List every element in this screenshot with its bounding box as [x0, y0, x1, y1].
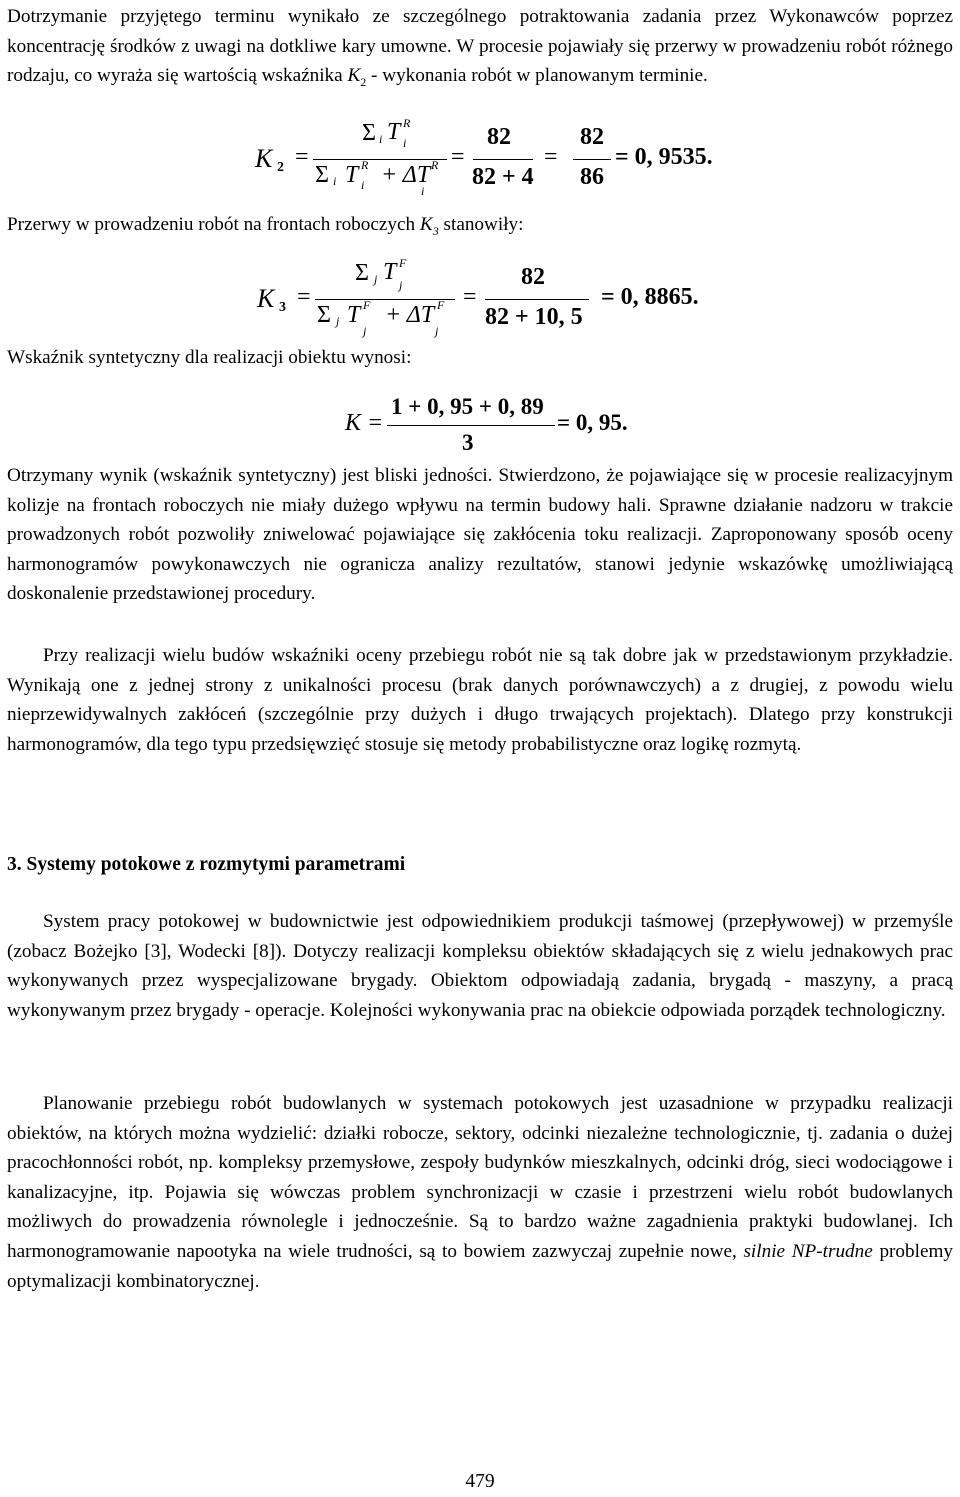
paragraph-2: [7, 210, 953, 246]
paragraph-6: [7, 907, 953, 1025]
eq1-den-sub: i: [361, 178, 365, 192]
eq1-num-index: i: [379, 132, 383, 146]
eq1-frac2-num: 82: [487, 124, 511, 150]
eq2-num-sup: F: [399, 256, 407, 270]
eq2-num-sigma: Σ: [355, 260, 369, 286]
eq1-den-sub2: i: [421, 184, 425, 198]
eq2-den-sub2: j: [435, 324, 439, 338]
eq1-equals-2: =: [451, 144, 465, 170]
eq1-equals-1: =: [295, 144, 309, 170]
section-heading: 3. Systemy potokowe z rozmytymi parametrami: [7, 854, 406, 875]
equation-k: [7, 392, 953, 462]
eq3-lhs: K =: [345, 410, 384, 436]
eq1-num-sub: i: [403, 136, 407, 150]
eq1-lhs-sub: 2: [277, 160, 284, 175]
eq1-frac3-num: 82: [580, 124, 604, 150]
paragraph-7-italic: silnie NP-trudne: [743, 1240, 873, 1262]
eq2-frac2-num: 82: [521, 264, 545, 290]
paragraph-1: [7, 2, 953, 98]
paragraph-3-text: Wskaźnik syntetyczny dla realizacji obiektu wynosi:: [7, 347, 412, 368]
paragraph-4: [7, 461, 953, 609]
k2-subscript: 2: [360, 75, 367, 90]
eq2-fraction-line-1: [315, 299, 455, 300]
eq1-fraction-line-3: [573, 159, 611, 160]
paragraph-6-text: System pracy potokowej w budownictwie jest odpowiednikiem produkcji taśmowej (przepływowej) w przemyśle (zobacz Bożejko [3], Wodecki [8]). Dotyczy realizacji kompleksu obiektów składających się z wielu jednakowych prac wykonywanych przez wyspecjalizowane brygady. Obiektom odpowiadają zadania, brygadą - maszyny, a pracą wykonywanym przez brygady - operacje. Kolejności wykonywania prac na obiekcie odpowiada porządek technologiczny.: [7, 911, 953, 1021]
paragraph-2-end: stanowiły:: [438, 214, 524, 235]
paragraph-7-end: problemy optymalizacji kombinatorycznej.: [7, 1240, 953, 1292]
equation-k3: [7, 256, 953, 346]
k2-variable: K: [347, 65, 361, 87]
eq3-num: 1 + 0, 95 + 0, 89: [391, 394, 544, 419]
eq1-den-sup2: R: [431, 158, 439, 172]
eq3-fraction-line: [387, 425, 555, 426]
paragraph-4-text: Otrzymany wynik (wskaźnik syntetyczny) jest bliski jedności. Stwierdzono, że pojawiające się w procesie realizacyjnym kolizje na frontach roboczych nie miały dużego wpływu na termin budowy hali. Sprawne działanie nadzoru w trakcie prowadzonych robót pozwoliły zniwelować pojawiające się zakłócenia toku realizacji. Zaproponowany sposób oceny harmonogramów powykonawczych nie ogranicza analizy rezultatów, stanowi jedynie wskazówkę umożliwiającą doskonalenie przedstawionej procedury.: [7, 465, 953, 605]
eq1-den-sigma: Σ: [315, 162, 329, 188]
eq2-den-sigma: Σ: [317, 302, 331, 328]
eq2-den-sup2: F: [437, 298, 445, 312]
eq2-num-index: j: [374, 272, 378, 286]
paragraph-5: [7, 641, 953, 759]
paragraph-3: [7, 343, 953, 373]
eq2-den-sub: j: [363, 324, 367, 338]
k3-variable: K: [419, 214, 433, 235]
eq2-num-sub: j: [399, 278, 403, 292]
eq1-result: = 0, 9535.: [615, 144, 713, 170]
paragraph-1-end: - wykonania robót w planowanym terminie.: [366, 65, 708, 87]
eq1-num-T: T: [387, 119, 401, 145]
eq2-den-T: T: [347, 302, 361, 328]
eq1-num-sup: R: [403, 116, 411, 130]
paragraph-7: [7, 1089, 953, 1296]
paragraph-2-text: Przerwy w prowadzeniu robót na frontach roboczych: [7, 214, 420, 235]
equation-k2: [7, 116, 953, 202]
eq1-frac3-den: 86: [580, 164, 604, 190]
eq1-equals-3: =: [544, 144, 558, 170]
eq2-num-T: T: [383, 259, 397, 285]
eq2-den-plus: + ΔT: [385, 302, 435, 328]
eq2-frac2-den: 82 + 10, 5: [485, 304, 583, 330]
eq1-frac2-den: 82 + 4: [472, 164, 534, 190]
eq2-equals-1: =: [297, 284, 311, 310]
eq3-den: 3: [462, 430, 474, 455]
paragraph-5-text: Przy realizacji wielu budów wskaźniki oceny przebiegu robót nie są tak dobre jak w przedstawionym przykładzie. Wynikają one z jednej strony z unikalności procesu (brak danych porównawczych) a z drugiej, z powodu wielu nieprzewidywalnych zakłóceń (szczególnie przy dużych i długo trwających projektach). Dlatego przy konstrukcji harmonogramów, dla tego typu przedsięwzięć stosuje się metody probabilistyczne oraz logikę rozmytą.: [7, 645, 953, 755]
eq2-den-index: j: [336, 314, 340, 328]
eq1-fraction-line-1: [313, 159, 447, 160]
eq1-den-plus: + ΔT: [381, 162, 431, 188]
eq1-den-T: T: [345, 162, 359, 188]
eq3-result: = 0, 95.: [557, 410, 628, 435]
eq1-fraction-line-2: [473, 159, 533, 160]
k3-subscript: 3: [432, 223, 439, 238]
eq2-equals-2: =: [463, 284, 477, 310]
eq1-den-sup: R: [361, 158, 369, 172]
eq2-den-sup: F: [363, 298, 371, 312]
eq1-den-index: i: [333, 174, 337, 188]
eq2-result: = 0, 8865.: [601, 284, 699, 310]
paragraph-1-text: Dotrzymanie przyjętego terminu wynikało ze szczególnego potraktowania zadania przez Wykonawców poprzez koncentrację środków z uwagi na dotkliwe kary umowne. W procesie pojawiały się przerwy w prowadzeniu robót różnego rodzaju, co wyraża się wartością wskaźnika: [7, 6, 953, 87]
page-number: 479: [465, 1471, 495, 1492]
eq1-lhs: K: [255, 144, 273, 173]
eq2-lhs-sub: 3: [279, 300, 286, 315]
eq2-lhs: K: [257, 284, 275, 313]
eq1-num-sigma: Σ: [362, 120, 376, 146]
eq2-fraction-line-2: [485, 299, 589, 300]
paragraph-7-text: Planowanie przebiegu robót budowlanych w systemach potokowych jest uzasadnione w przypadku realizacji obiektów, na których można wydzielić: działki robocze, sektory, odcinki niezależne technologicznie, tj. zadania o dużej pracochłonności robót, np. kompleksy przemysłowe, zespoły budynków mieszkalnych, odcinki dróg, sieci wodociągowe i kanalizacyjne, itp. Pojawia się wówczas problem synchronizacji w czasie i przestrzeni wielu robót budowlanych możliwych do prowadzenia równolegle i jednocześnie. Są to bardzo ważne zagadnienia praktyki budowlanej. Ich harmonogramowanie napootyka na wiele trudności, są to bowiem zazwyczaj zupełnie nowe,: [7, 1093, 953, 1262]
